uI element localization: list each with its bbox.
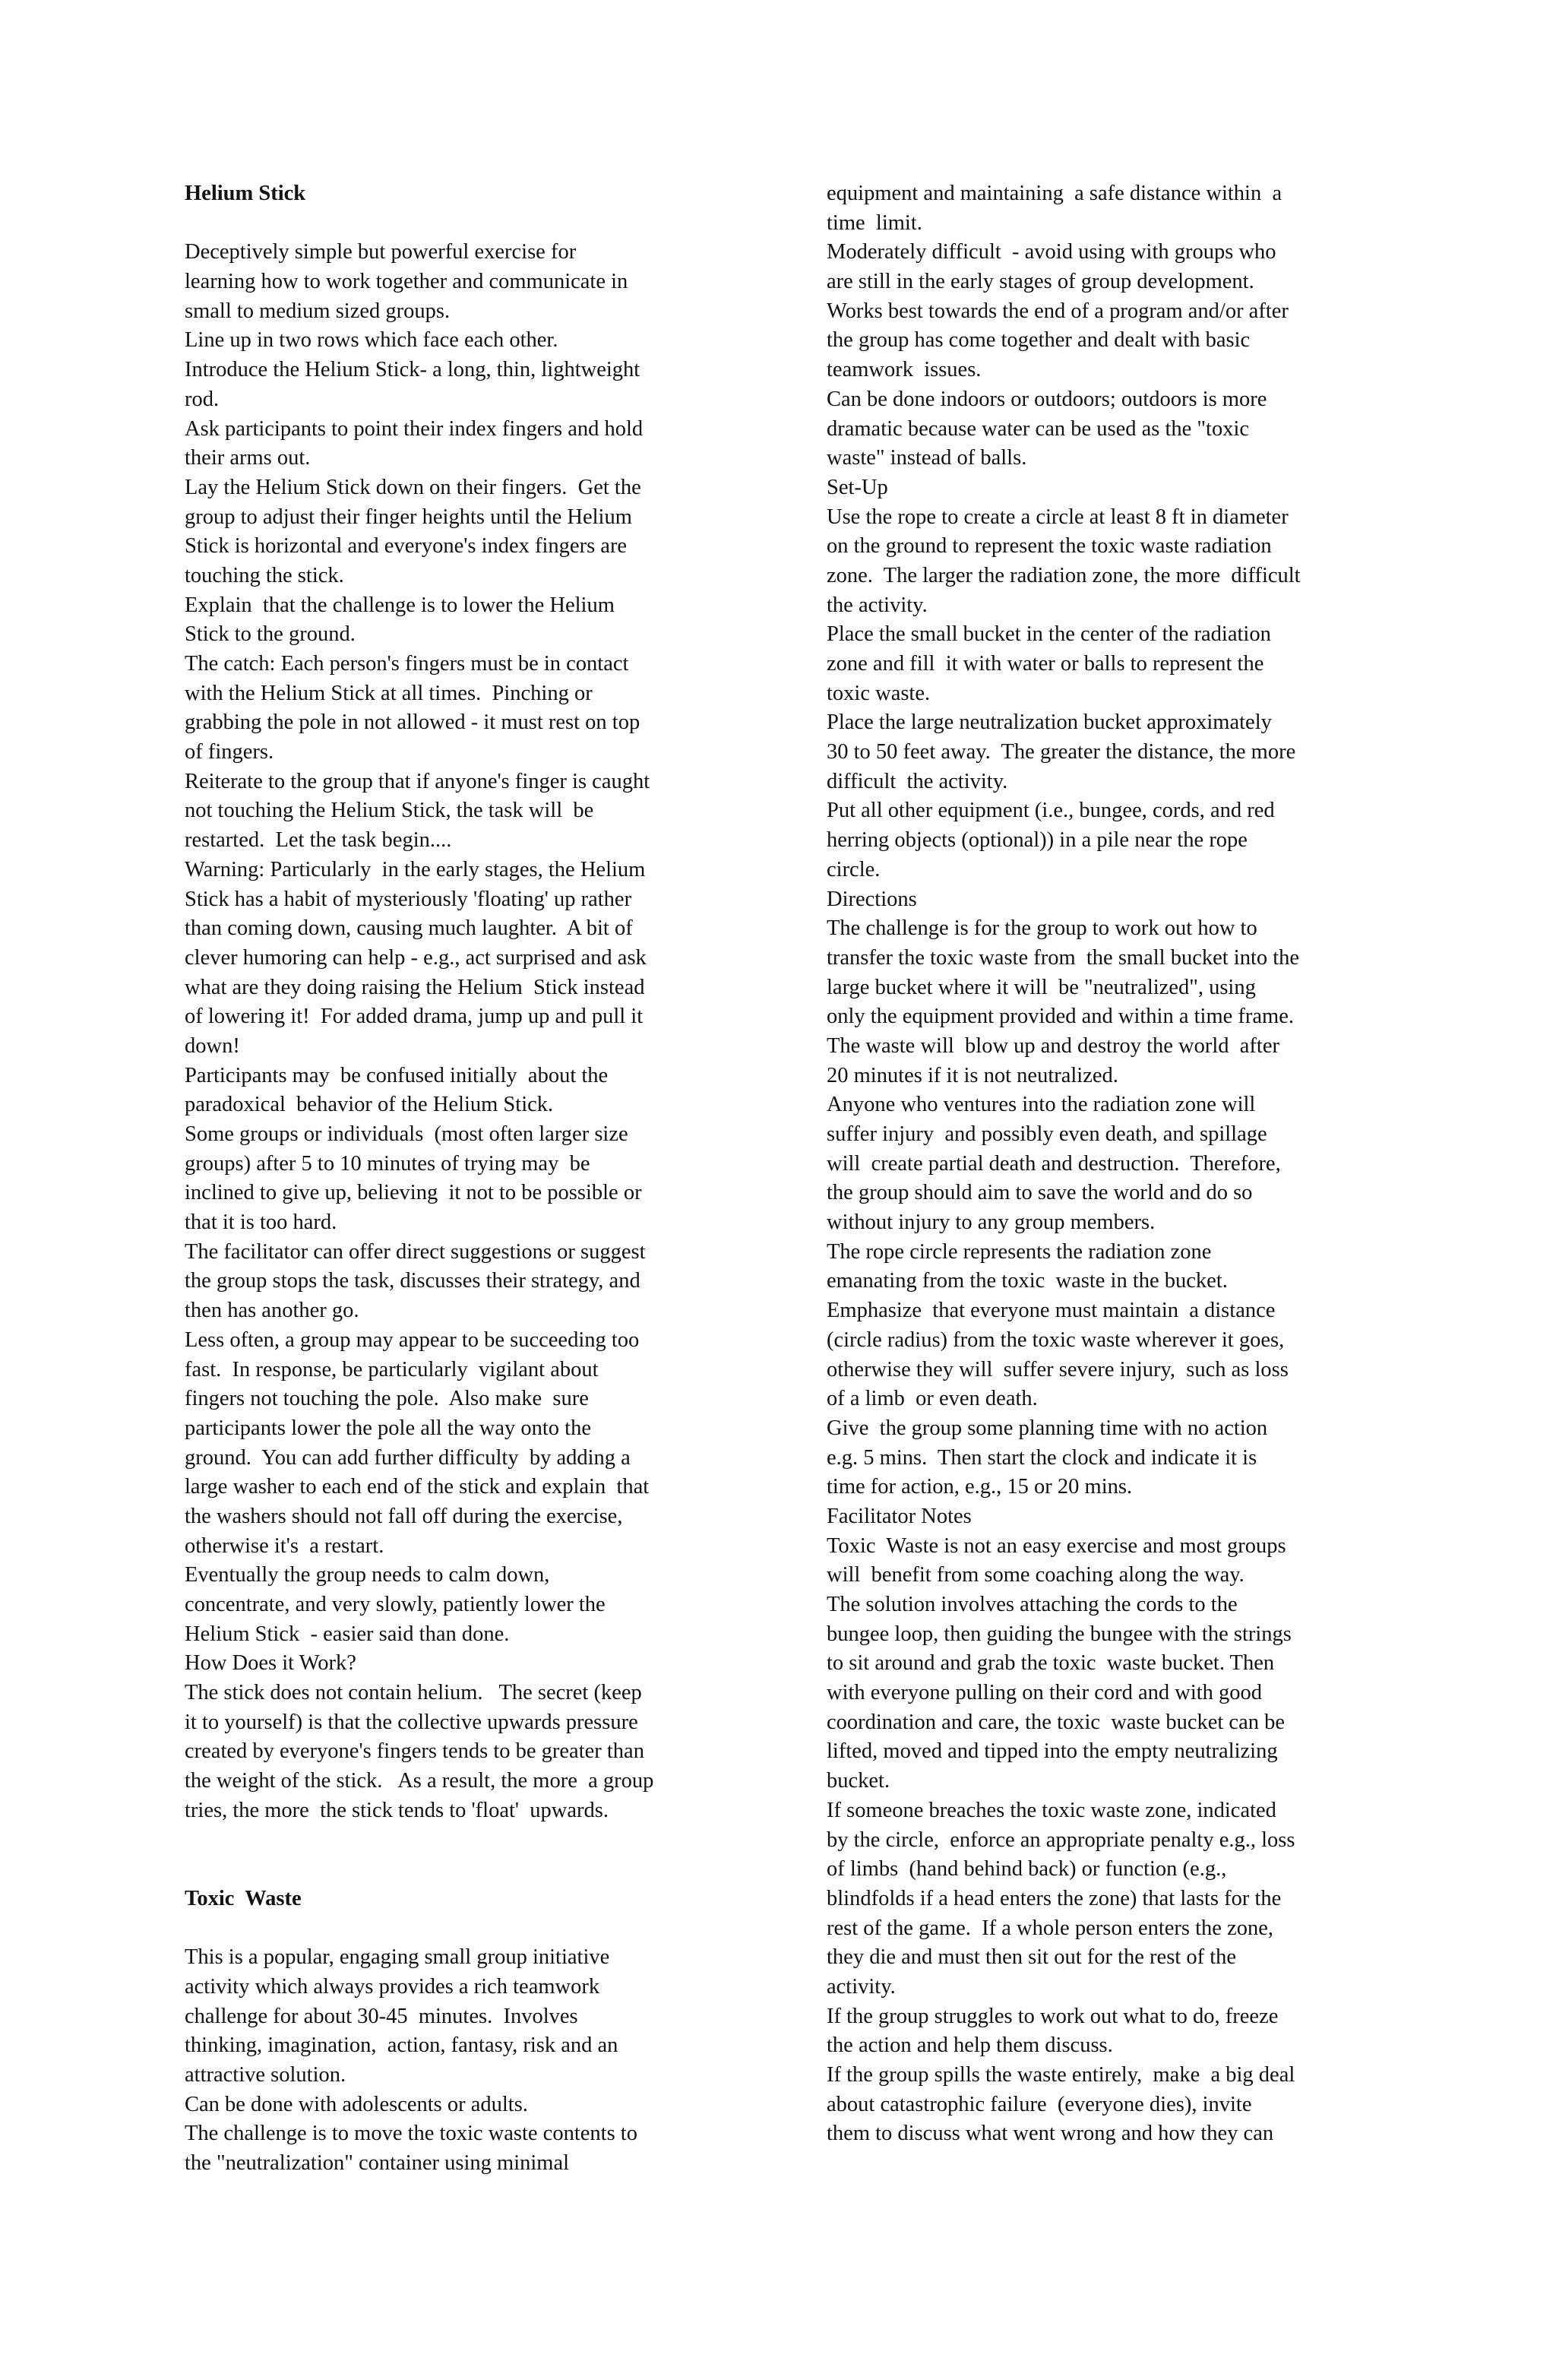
text-line: the group stops the task, discusses their strategy, and <box>185 1269 640 1293</box>
text-line: lifted, moved and tipped into the empty neutralizing <box>827 1739 1278 1764</box>
text-line: not touching the Helium Stick, the task will be <box>185 799 594 823</box>
text-line: will benefit from some coaching along the way. <box>827 1563 1244 1587</box>
text-line: The stick does not contain helium. The secret (keep <box>185 1681 642 1705</box>
text-line: Directions <box>827 887 917 911</box>
text-line: suffer injury and possibly even death, and spillage <box>827 1122 1267 1146</box>
spacer <box>185 1914 748 1944</box>
text-line: emanating from the toxic waste in the bucket. <box>827 1269 1228 1293</box>
text-line: otherwise they will suffer severe injury, such as loss <box>827 1357 1289 1381</box>
text-line: Put all other equipment (i.e., bungee, cords, and red <box>827 799 1275 823</box>
text-line: Works best towards the end of a program and/or after <box>827 299 1289 323</box>
text-line: created by everyone's fingers tends to be greater than <box>185 1739 644 1764</box>
text-line: Can be done with adolescents or adults. <box>185 2092 528 2116</box>
text-line: Participants may be confused initially about the <box>185 1063 609 1087</box>
text-line: the washers should not fall off during the exercise, <box>185 1504 623 1528</box>
right-column <box>827 179 1385 2149</box>
text-line: Ask participants to point their index fingers and hold <box>185 416 644 441</box>
text-line: groups) after 5 to 10 minutes of trying may be <box>185 1151 590 1176</box>
text-line: large bucket where it will be "neutralized", using <box>827 975 1256 999</box>
text-line: e.g. 5 mins. Then start the clock and indicate it is <box>827 1445 1257 1470</box>
text-line: the action and help them discuss. <box>827 2033 1113 2058</box>
text-line: the "neutralization" container using minimal <box>185 2151 570 2176</box>
text-line: The solution involves attaching the cords to the <box>827 1593 1238 1616</box>
text-line: of limbs (hand behind back) or function (e.g., <box>827 1857 1227 1882</box>
text-line: otherwise it's a restart. <box>185 1533 384 1558</box>
text-line: Moderately difficult - avoid using with groups who <box>827 240 1276 264</box>
text-line: Anyone who ventures into the radiation zone will <box>827 1093 1256 1117</box>
text-line: touching the stick. <box>185 563 344 587</box>
text-line: Deceptively simple but powerful exercise for <box>185 240 577 264</box>
text-line: ground. You can add further difficulty by adding a <box>185 1445 631 1470</box>
text-line: toxic waste. <box>827 681 931 705</box>
text-line: This is a popular, engaging small group initiative <box>185 1945 610 1970</box>
text-line: only the equipment provided and within a time frame. <box>827 1005 1294 1029</box>
text-line: grabbing the pole in not allowed - it must rest on top <box>185 711 640 735</box>
text-line: participants lower the pole all the way onto the <box>185 1416 592 1440</box>
text-line: Can be done indoors or outdoors; outdoors is more <box>827 387 1267 411</box>
text-line: herring objects (optional)) in a pile near the rope <box>827 828 1248 853</box>
text-line: Line up in two rows which face each other. <box>185 328 558 353</box>
text-line: about catastrophic failure (everyone dies), invite <box>827 2092 1252 2116</box>
text-line: Stick to the ground. <box>185 622 356 647</box>
text-line: of a limb or even death. <box>827 1387 1038 1411</box>
text-line: then has another go. <box>185 1299 359 1323</box>
text-line: without injury to any group members. <box>827 1211 1156 1235</box>
toxic-waste-continued-body <box>827 179 1385 2149</box>
text-line: Set-Up <box>827 475 888 499</box>
text-line: Explain that the challenge is to lower the Helium <box>185 593 615 617</box>
text-line: 30 to 50 feet away. The greater the distance, the more <box>827 740 1296 764</box>
text-line: Lay the Helium Stick down on their fingers. Get the <box>185 475 641 499</box>
text-line: to sit around and grab the toxic waste bucket. Then <box>827 1651 1275 1676</box>
text-line: Some groups or individuals (most often larger size <box>185 1122 628 1146</box>
text-line: Warning: Particularly in the early stages, the Helium <box>185 857 646 881</box>
text-line: waste" instead of balls. <box>827 446 1027 470</box>
text-line: their arms out. <box>185 446 311 470</box>
text-line: Facilitator Notes <box>827 1504 972 1528</box>
text-line: tries, the more the stick tends to 'float' upwards. <box>185 1798 609 1822</box>
text-line: The catch: Each person's fingers must be in contact <box>185 652 629 676</box>
text-line: rod. <box>185 387 220 411</box>
text-line: Use the rope to create a circle at least 8 ft in diameter <box>827 505 1289 529</box>
text-line: the activity. <box>827 593 928 617</box>
text-line: Emphasize that everyone must maintain a distance <box>827 1299 1276 1323</box>
text-line: are still in the early stages of group development. <box>827 270 1254 294</box>
text-line: they die and must then sit out for the rest of the <box>827 1945 1237 1970</box>
text-line: Reiterate to the group that if anyone's finger is caught <box>185 769 650 793</box>
text-line: (circle radius) from the toxic waste wherever it goes, <box>827 1328 1285 1352</box>
text-line: than coming down, causing much laughter. A bit of <box>185 916 633 941</box>
text-line: If the group spills the waste entirely, make a big deal <box>827 2063 1295 2087</box>
text-line: 20 minutes if it is not neutralized. <box>827 1063 1118 1087</box>
text-line: fingers not touching the pole. Also make sure <box>185 1387 589 1411</box>
text-line: How Does it Work? <box>185 1651 356 1676</box>
text-line: of fingers. <box>185 740 274 764</box>
text-line: teamwork issues. <box>827 358 982 382</box>
text-line: that it is too hard. <box>185 1211 337 1235</box>
text-line: dramatic because water can be used as the "toxic <box>827 416 1250 441</box>
text-line: thinking, imagination, action, fantasy, risk and an <box>185 2033 618 2058</box>
text-line: Eventually the group needs to calm down, <box>185 1563 550 1587</box>
text-line: The facilitator can offer direct suggestions or suggest <box>185 1239 646 1264</box>
toxic-waste-heading: Toxic Waste <box>185 1886 302 1910</box>
text-line: The waste will blow up and destroy the world after <box>827 1033 1279 1058</box>
text-line: learning how to work together and communicate in <box>185 270 628 294</box>
text-line: the group should aim to save the world and do so <box>827 1181 1253 1205</box>
text-line: concentrate, and very slowly, patiently lower the <box>185 1593 606 1616</box>
text-line: Less often, a group may appear to be succeeding too <box>185 1328 640 1352</box>
text-line: zone and fill it with water or balls to represent the <box>827 652 1264 676</box>
helium-stick-body <box>185 238 748 1825</box>
text-line: the group has come together and dealt with basic <box>827 328 1251 353</box>
text-line: coordination and care, the toxic waste bucket can be <box>827 1710 1285 1734</box>
text-line: restarted. Let the task begin.... <box>185 828 452 853</box>
spacer <box>185 1826 748 1885</box>
text-line: If the group struggles to work out what to do, freeze <box>827 2004 1279 2028</box>
text-line: Stick is horizontal and everyone's index fingers are <box>185 534 628 559</box>
text-line: Toxic Waste is not an easy exercise and most groups <box>827 1533 1286 1558</box>
text-line: difficult the activity. <box>827 769 1008 793</box>
text-line: down! <box>185 1033 240 1058</box>
helium-stick-heading: Helium Stick <box>185 182 306 205</box>
text-line: Stick has a habit of mysteriously 'floating' up rather <box>185 887 632 911</box>
text-line: the weight of the stick. As a result, the more a group <box>185 1769 654 1793</box>
text-line: paradoxical behavior of the Helium Stick. <box>185 1093 554 1117</box>
text-line: If someone breaches the toxic waste zone, indicated <box>827 1798 1276 1822</box>
text-line: it to yourself) is that the collective upwards pressure <box>185 1710 638 1734</box>
text-line: bucket. <box>827 1769 890 1793</box>
text-line: by the circle, enforce an appropriate penalty e.g., loss <box>827 1828 1295 1852</box>
text-line: attractive solution. <box>185 2063 346 2087</box>
text-line: challenge for about 30-45 minutes. Involves <box>185 2004 578 2028</box>
text-line: of lowering it! For added drama, jump up and pull it <box>185 1005 644 1029</box>
text-line: Give the group some planning time with no action <box>827 1416 1268 1440</box>
text-line: activity. <box>827 1974 896 1999</box>
text-line: with everyone pulling on their cord and with good <box>827 1681 1263 1705</box>
toxic-waste-intro-body <box>185 1943 748 2179</box>
text-line: activity which always provides a rich teamwork <box>185 1974 600 1999</box>
text-line: Helium Stick - easier said than done. <box>185 1622 510 1646</box>
text-line: them to discuss what went wrong and how they can <box>827 2122 1274 2146</box>
text-line: equipment and maintaining a safe distance within a <box>827 182 1282 205</box>
text-line: large washer to each end of the stick and explain that <box>185 1475 650 1499</box>
text-line: inclined to give up, believing it not to be possible or <box>185 1181 642 1205</box>
text-line: Place the large neutralization bucket approximately <box>827 711 1272 735</box>
text-line: will create partial death and destruction. Therefore, <box>827 1151 1281 1176</box>
text-line: Place the small bucket in the center of the radiation <box>827 622 1271 647</box>
text-line: circle. <box>827 857 881 881</box>
text-line: what are they doing raising the Helium Stick instead <box>185 975 645 999</box>
text-line: group to adjust their finger heights until the Helium <box>185 505 632 529</box>
text-line: bungee loop, then guiding the bungee with the strings <box>827 1622 1292 1646</box>
text-line: rest of the game. If a whole person enters the zone, <box>827 1916 1273 1940</box>
text-line: zone. The larger the radiation zone, the more difficult <box>827 563 1301 587</box>
text-line: small to medium sized groups. <box>185 299 451 323</box>
text-line: time limit. <box>827 210 922 235</box>
left-column <box>185 179 748 2179</box>
spacer <box>185 209 748 239</box>
text-line: time for action, e.g., 15 or 20 mins. <box>827 1475 1133 1499</box>
text-line: clever humoring can help - e.g., act surprised and ask <box>185 945 647 970</box>
text-line: fast. In response, be particularly vigilant about <box>185 1357 599 1381</box>
text-line: transfer the toxic waste from the small bucket into the <box>827 945 1300 970</box>
text-line: The challenge is to move the toxic waste contents to <box>185 2122 637 2146</box>
text-line: The challenge is for the group to work out how to <box>827 916 1257 941</box>
text-line: The rope circle represents the radiation zone <box>827 1239 1212 1264</box>
text-line: Introduce the Helium Stick- a long, thin, lightweight <box>185 358 640 382</box>
text-line: blindfolds if a head enters the zone) that lasts for the <box>827 1886 1282 1910</box>
text-line: with the Helium Stick at all times. Pinching or <box>185 681 593 705</box>
text-line: on the ground to represent the toxic waste radiation <box>827 534 1272 559</box>
